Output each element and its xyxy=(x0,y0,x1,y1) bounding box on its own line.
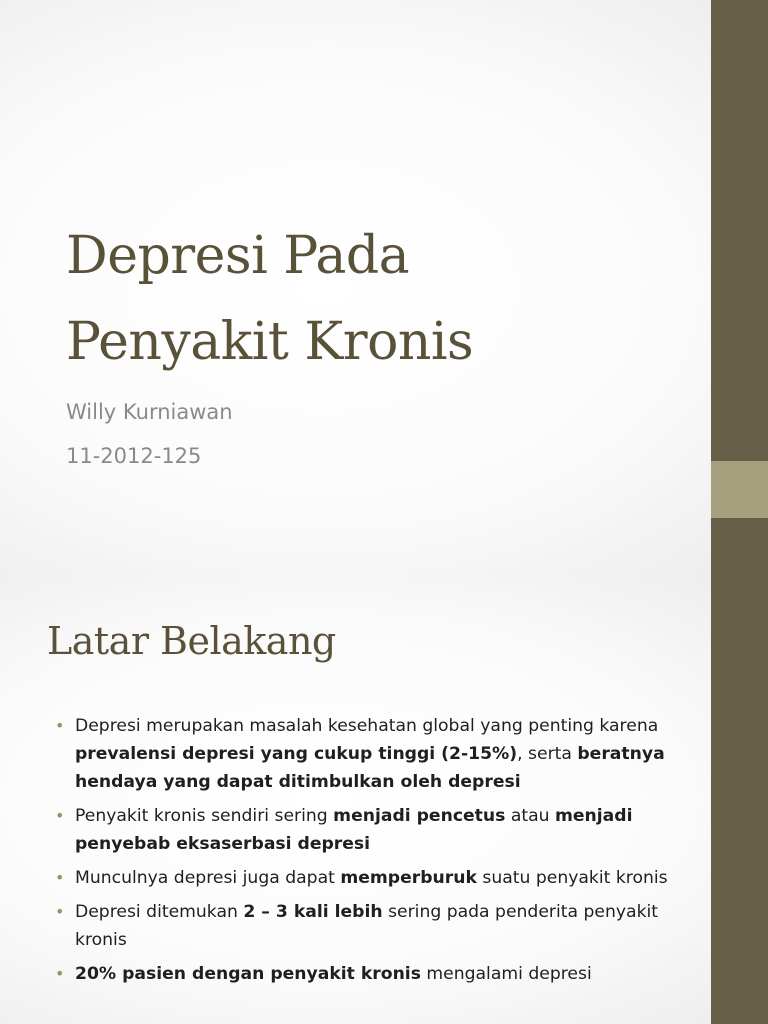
bullet-list xyxy=(52,712,677,994)
bullet-item xyxy=(52,712,677,796)
bullet-item xyxy=(52,864,677,892)
bullet-text: Munculnya depresi juga dapat xyxy=(75,868,341,888)
bullet-text: Depresi ditemukan xyxy=(75,902,244,922)
student-id: 11-2012-125 xyxy=(66,444,202,468)
bullet-text: suatu penyakit kronis xyxy=(476,868,668,888)
bullet-bold-text: 2 – 3 kali lebih xyxy=(243,902,383,922)
bullet-text: Penyakit kronis sendiri sering xyxy=(75,806,334,826)
bullet-text: Depresi merupakan masalah kesehatan global yang penting karena xyxy=(75,716,659,736)
slide-2 xyxy=(0,576,768,1024)
section-title: Latar Belakang xyxy=(47,619,336,663)
bullet-bold-text: menjadi penyebab eksaserbasi depresi xyxy=(75,806,633,854)
slide-sidebar-bar xyxy=(711,0,768,576)
bullet-text: , serta xyxy=(517,744,578,764)
bullet-bold-text: beratnya hendaya yang dapat ditimbulkan oleh depresi xyxy=(75,744,665,792)
bullet-bold-text: memperburuk xyxy=(340,868,477,888)
title-line-1: Depresi Pada xyxy=(66,226,410,286)
bullet-bold-text: 20% pasien dengan penyakit kronis xyxy=(75,964,421,984)
bullet-text: sering pada penderita penyakit kronis xyxy=(75,902,659,950)
author-name: Willy Kurniawan xyxy=(66,400,233,424)
bullet-item xyxy=(52,802,677,858)
bullet-bold-text: menjadi pencetus xyxy=(333,806,506,826)
sidebar-accent-block xyxy=(711,461,768,518)
slide-subtitle xyxy=(66,390,233,478)
bullet-item xyxy=(52,898,677,954)
slide-sidebar-bar xyxy=(711,576,768,1024)
bullet-text: mengalami depresi xyxy=(420,964,592,984)
slide-title xyxy=(66,213,686,385)
bullet-item xyxy=(52,960,677,988)
bullet-bold-text: prevalensi depresi yang cukup tinggi (2-15%) xyxy=(75,744,518,764)
bullet-text: atau xyxy=(505,806,555,826)
title-line-2: Penyakit Kronis xyxy=(66,312,474,372)
